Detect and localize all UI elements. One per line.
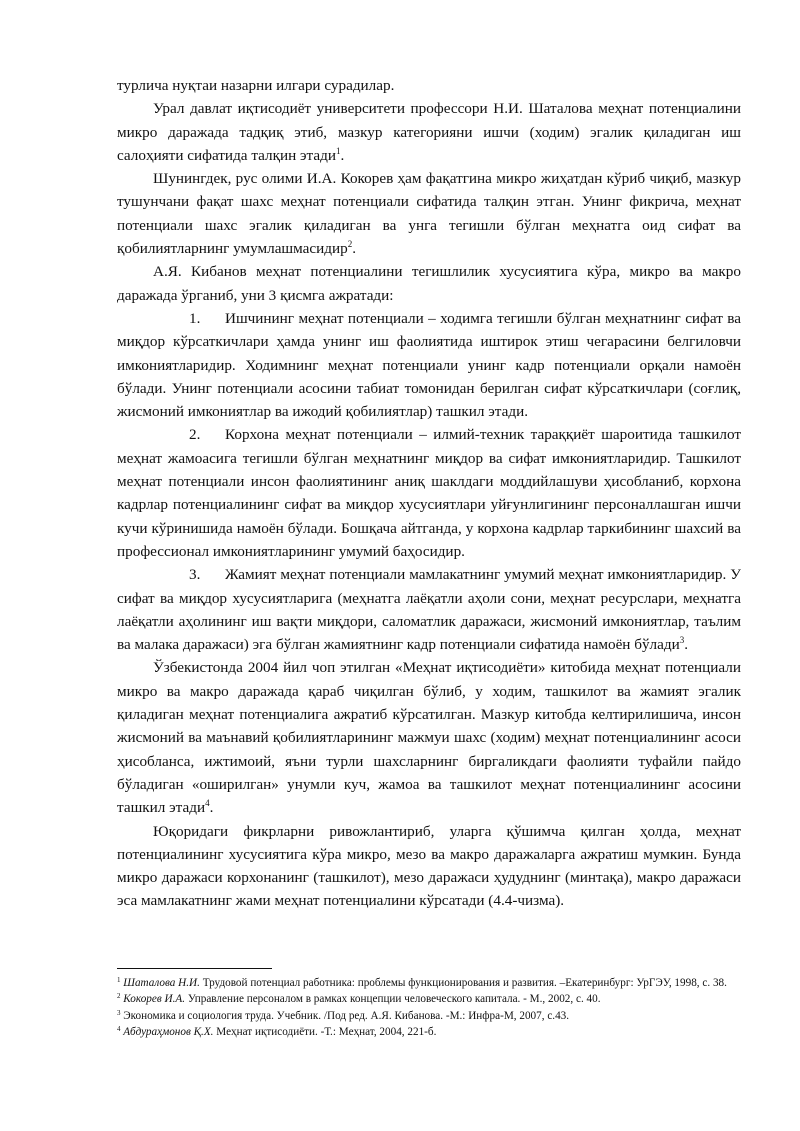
paragraph-text: турлича нуқтаи назарни илгари сурадилар. xyxy=(117,77,395,94)
paragraph xyxy=(117,74,741,97)
footnote-mark: 1 xyxy=(117,976,121,984)
paragraph-text: . xyxy=(352,240,356,258)
footnote-text: Меҳнат иқтисодиёти. -Т.: Меҳнат, 2004, 221-б. xyxy=(213,1025,437,1038)
footnotes xyxy=(117,975,741,1040)
list-item xyxy=(117,423,741,563)
list-number: 1. xyxy=(189,309,201,327)
paragraph xyxy=(117,820,741,913)
paragraph-text: . xyxy=(340,146,345,164)
footnote xyxy=(117,975,741,991)
list-item-text: Жамият меҳнат потенциали мамлакатнинг умумий меҳнат имкониятларидир. У сифат ва миқдор хусусиятларига (меҳнатга лаёқатли аҳоли сони, меҳнат ресурслари, меҳнатга лаёқатли аҳолининг иш вақти миқдори, саломатлик даражаси, жисмоний имкониятлар, таълим ва малака даражаси) эга бўлган жамиятнинг кадр потенциали сифатида намоён бўлади xyxy=(117,566,741,654)
footnote-text: Трудовой потенциал работника: проблемы функционирования и развития. –Екатеринбург: УрГЭУ, 1998, с. 38. xyxy=(199,977,727,989)
footnote-separator xyxy=(117,968,272,969)
footnote-text: Экономика и социология труда. Учебник. /Под ред. А.Я. Кибанова. -М.: Инфра-М, 2007, с.43. xyxy=(120,1009,570,1022)
footnote-mark: 4 xyxy=(117,1024,121,1033)
footnote-ref[interactable]: 1 xyxy=(335,145,341,156)
paragraph-text: Шунингдек, рус олими И.А. Кокорев ҳам фақатгина микро жиҳатдан кўриб чиқиб, мазкур тушунчани фақат шахс меҳнат потенциали сифатида талқин этган. Унинг фикрича, меҳнат потенциали шахс эгалик қиладиган ва унга тегишли бўлган меҳнатга оид сифат ва қобилиятларнинг умумлашмасидир xyxy=(117,170,741,258)
footnote-author: Абдураҳмонов Қ.Х. xyxy=(123,1025,214,1038)
list-item xyxy=(117,563,741,656)
list-item-text: . xyxy=(684,636,689,654)
footnote-author: Шаталова Н.И. xyxy=(123,977,200,989)
body-text xyxy=(117,74,741,913)
paragraph-text: Юқоридаги фикрларни ривожлантириб, уларга қўшимча қилган ҳолда, меҳнат потенциалининг хусусиятига кўра микро, мезо ва макро даражаларга ажратиш мумкин. Бунда микро даражаси корхонанинг (ташкилот), мезо даражаси ҳудуднинг (минтақа), макро даражаси эса мамлакатнинг жами меҳнат потенциалини кўрсатади (4.4-чизма). xyxy=(117,822,741,910)
footnote xyxy=(117,1024,741,1040)
paragraph xyxy=(117,167,741,260)
list-item-text: Ишчининг меҳнат потенциали – ходимга тегишли бўлган меҳнатнинг сифат ва миқдор кўрсаткичлари ҳамда унинг иш фаолиятида иштирок этиш чегарасини белгиловчи имкониятларидир. Ходимнинг меҳнат потенциали унинг кадр потенциали орқали намоён бўлади. Унинг потенциали асосини табиат томонидан берилган сифат кўрсаткичлари (соғлиқ, жисмоний имкониятлар ва ижодий қобилиятлар) ташкил этади. xyxy=(117,309,741,421)
paragraph xyxy=(117,97,741,167)
paragraph-text: . xyxy=(209,799,214,817)
paragraph-text: Ўзбекистонда 2004 йил чоп этилган «Меҳнат иқтисодиёти» китобида меҳнат потенциали микро ва макро даражада қараб чиқилган бўлиб, у ходим, ташкилот ва жамият эгалик қиладиган меҳнат потенциалига ажратиб кўрсатилган. Мазкур китобда келтирилишича, инсон жисмоний ва маънавий қобилиятларининг мажмуи шахс (ходим) меҳнат потенциалининг асоси ҳисобланса, ижтимоий, яъни турли шахсларнинг биргаликдаги фаолияти туфайли пайдо бўладиган «оширилган» унумли куч, жамоа ва ташкилот меҳнат потенциалининг асосини ташкил этади xyxy=(117,659,741,817)
footnote-mark: 3 xyxy=(117,1008,121,1017)
footnote-ref[interactable]: 2 xyxy=(347,239,353,250)
footnote-mark: 2 xyxy=(117,992,121,1001)
list-item xyxy=(117,307,741,423)
footnote-author: Кокорев И.А. xyxy=(123,993,186,1006)
paragraph xyxy=(117,656,741,819)
footnote xyxy=(117,1008,741,1024)
paragraph xyxy=(117,260,741,307)
footnote xyxy=(117,991,741,1007)
footnote-text: Управление персоналом в рамках концепции человеческого капитала. - М., 2002, с. 40. xyxy=(185,993,601,1006)
list-item-text: Корхона меҳнат потенциали – илмий-техник тараққиёт шароитида ташкилот меҳнат жамоасига тегишли бўлган меҳнатнинг миқдор ва сифат имкониятларидир. Ташкилот меҳнат потенциали инсон фаолиятининг аниқ шаклдаги моддийлашуви ҳисобланиб, корхона кадрлар потенциалининг сифат ва миқдор хусусиятлари уйғунлигининг персоналлашган ишчи кучи кўринишида намоён бўлади. Бошқача айтганда, у корхона кадрлар таркибининг шахсий ва профессионал имкониятларининг умумий баҳосидир. xyxy=(117,426,741,560)
paragraph-text: А.Я. Кибанов меҳнат потенциалини тегишлилик хусусиятига кўра, микро ва макро даражада ўрганиб, уни 3 қисмга ажратади: xyxy=(117,263,741,304)
footnote-ref[interactable]: 4 xyxy=(205,798,210,809)
paragraph-text: Урал давлат иқтисодиёт университети профессори Н.И. Шаталова меҳнат потенциалини микро даражада тадқиқ этиб, мазкур категорияни ишчи (ходим) эгалик қиладиган иш салоҳияти сифатида талқин этади xyxy=(117,100,741,164)
list-number: 3. xyxy=(189,566,201,584)
footnote-ref[interactable]: 3 xyxy=(679,635,685,646)
list-number: 2. xyxy=(189,426,201,444)
